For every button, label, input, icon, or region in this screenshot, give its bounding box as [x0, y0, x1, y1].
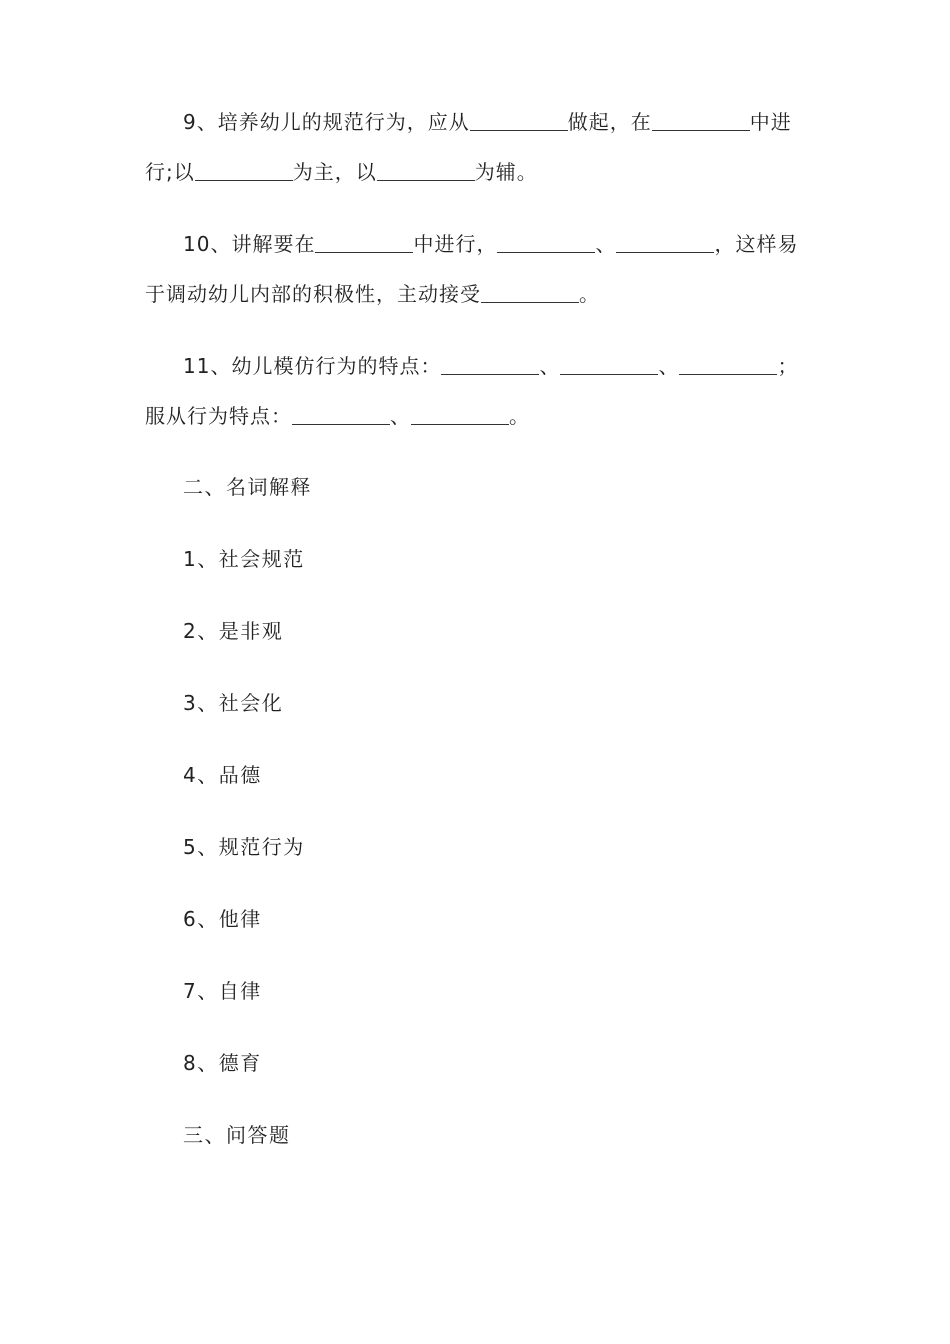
question-text: 。	[579, 282, 600, 306]
question-text: 、	[658, 354, 680, 378]
term-item: 5、规范行为	[183, 835, 305, 859]
term-item: 8、德育	[183, 1051, 262, 1075]
term-item: 3、社会化	[183, 691, 284, 715]
answer-blank	[497, 230, 595, 253]
question-text: 做起，在	[567, 110, 652, 134]
answer-blank	[292, 402, 390, 425]
answer-blank	[411, 402, 509, 425]
question-text: 9、培养幼儿的规范行为，应从	[183, 110, 470, 134]
fill-in-question-10	[145, 219, 805, 319]
answer-blank	[315, 230, 413, 253]
answer-blank	[481, 280, 579, 303]
term-item: 6、他律	[183, 907, 262, 931]
answer-blank	[195, 158, 293, 181]
answer-blank	[616, 230, 714, 253]
term-item: 2、是非观	[183, 619, 284, 643]
question-text: 为主，以	[292, 160, 377, 184]
answer-blank	[560, 352, 658, 375]
section-heading-terms: 二、名词解释	[183, 475, 312, 499]
question-text: 、	[595, 232, 617, 256]
answer-blank	[652, 108, 750, 131]
question-text: ，这样易于调动幼儿内部的积极性，主动接受	[145, 232, 799, 306]
question-text: 为辅。	[474, 160, 538, 184]
term-item: 4、品德	[183, 763, 262, 787]
term-item: 7、自律	[183, 979, 262, 1003]
question-text: ；服从行为特点：	[145, 354, 799, 428]
answer-blank	[470, 108, 568, 131]
question-text: 。	[509, 404, 530, 428]
question-text: 、	[390, 404, 411, 428]
answer-blank	[679, 352, 777, 375]
question-text: 中进行;以	[145, 110, 792, 184]
question-text: 中进行，	[413, 232, 498, 256]
term-item: 1、社会规范	[183, 547, 305, 571]
fill-in-question-11	[145, 341, 805, 441]
answer-blank	[377, 158, 475, 181]
question-text: 、	[539, 354, 561, 378]
fill-in-question-9	[145, 97, 805, 197]
answer-blank	[441, 352, 539, 375]
question-text: 10、讲解要在	[183, 232, 316, 256]
question-text: 11、幼儿模仿行为的特点：	[183, 354, 442, 378]
section-heading-questions: 三、问答题	[183, 1123, 291, 1147]
